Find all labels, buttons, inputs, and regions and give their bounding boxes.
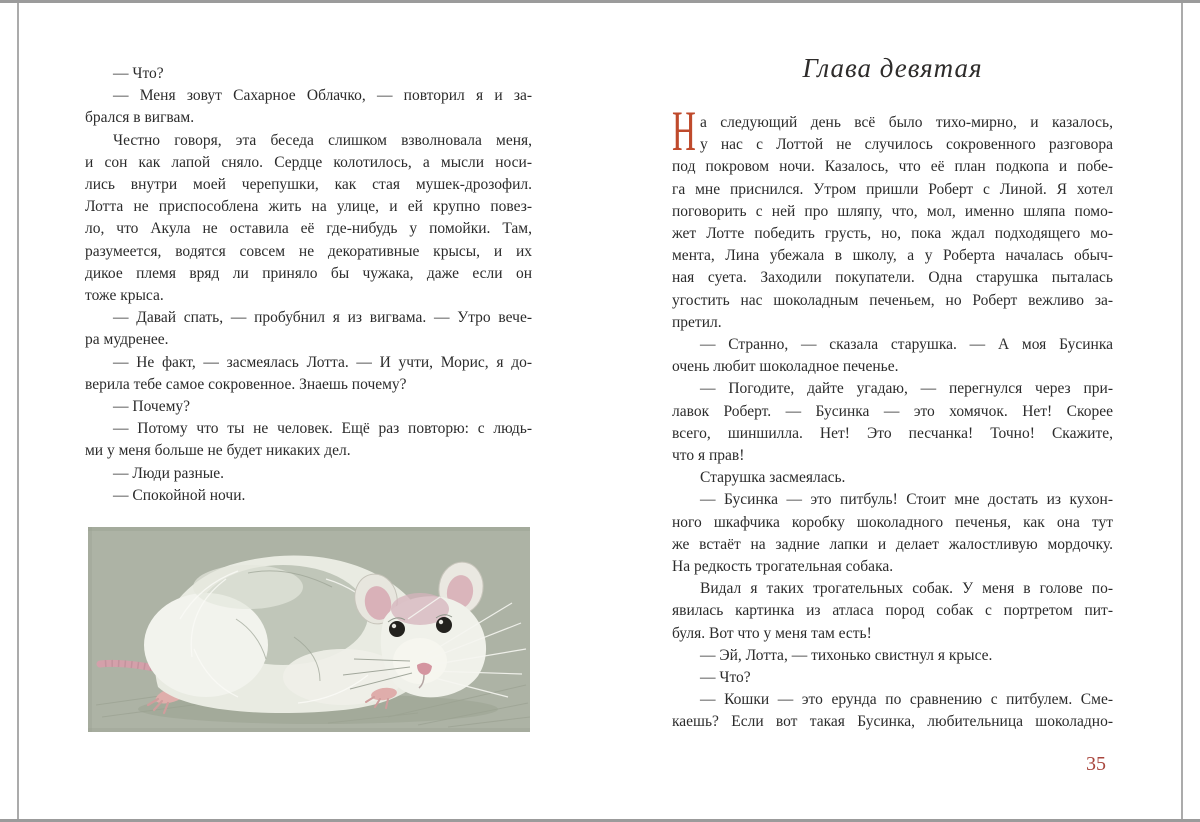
paragraph [85,307,532,351]
text-line: — Потому что ты не человек. Ещё раз повторю: с людь- [113,420,532,438]
text-line: Лотта не приспособлена жить на улице, и ей крупно повез- [85,198,532,216]
text-line: га мне приснился. Утром пришли Роберт с Линой. Я хотел [672,180,1113,198]
text-line: же встаёт на задние лапки и делает жалостливую мордочку. [672,535,1113,553]
scan-frame-top [0,0,1200,3]
paragraph [85,418,532,462]
text-line: верила тебе самое сокровенное. Знаешь почему? [85,375,407,393]
text-line: дикое племя вряд ли приняло бы чужака, даже если он [85,264,532,282]
scan-frame-left [17,3,19,819]
paragraph [672,667,1113,689]
page-number: 35 [1086,753,1106,775]
chapter-heading: Глава девятая [802,53,983,83]
text-line: лись внутри моей черепушки, как стая мушек-дрозофил. [85,176,532,194]
paragraph [672,334,1113,378]
text-line: что я прав! [672,447,745,465]
text-line: — Погодите, дайте угадаю, — перегнулся через при- [700,380,1113,398]
left-page-text [85,63,532,507]
paragraph [672,489,1113,578]
text-line: каешь? Если вот такая Бусинка, любительница шоколадно- [672,713,1113,731]
text-line: претил. [672,313,722,331]
text-line: буля. Вот что у меня там есть! [672,624,872,642]
text-line: тоже крыса. [85,287,164,305]
rat-illustration [88,527,530,732]
text-line: — Что? [700,669,751,687]
text-line: На редкость трогательная собака. [672,558,894,576]
right-page-text [672,112,1113,734]
text-line: лавок Роберт. — Бусинка — это хомячок. Нет! Скорее [672,402,1113,420]
paragraph [672,467,1113,489]
text-line: — Кошки — это ерунда по сравнению с питбулем. Сме- [700,691,1113,709]
text-line: ра мудренее. [85,331,169,349]
text-line: — Что? [113,65,164,82]
text-line: — Давай спать, — пробубнил я из вигвама. — Утро вече- [113,309,532,327]
paragraph [672,112,1113,334]
text-line: угостить нас шоколадным печеньем, но Роберт вежливо за- [672,291,1113,309]
text-line: ного шкафчика коробку шоколадного печенья, как она тут [672,513,1113,531]
text-line: жет Лотте победить грусть, но, пока ждал подходящего мо- [672,225,1113,243]
text-line: под покровом ночи. Казалось, что её план подкопа и побе- [672,158,1113,176]
text-line: всего, шиншилла. Нет! Это песчанка! Точно! Скажите, [672,424,1113,442]
paragraph [85,352,532,396]
text-line: явилась картинка из атласа пород собак с портретом пит- [672,602,1113,620]
text-line: — Почему? [113,398,191,416]
text-line: и сон как лапой сняло. Сердце колотилось, а мысли носи- [85,153,532,171]
scan-frame-right [1181,3,1183,819]
text-line: Честно говоря, эта беседа слишком взволновала меня, [113,131,532,149]
text-line: — Странно, — сказала старушка. — А моя Бусинка [700,336,1113,354]
drop-cap: Н [672,112,696,163]
paragraph [85,85,532,129]
text-line: — Эй, Лотта, — тихонько свистнул я крысе. [700,646,993,664]
text-line: ми у меня больше не будет никаких дел. [85,442,351,460]
text-line: — Бусинка — это питбуль! Стоит мне достать из кухон- [700,491,1113,509]
text-line: Старушка засмеялась. [700,469,846,487]
text-line: очень любит шоколадное печенье. [672,358,899,376]
rat-drawing-svg [88,527,530,732]
text-line: Видал я таких трогательных собак. У меня в голове по- [700,580,1113,598]
paragraph [85,463,532,485]
text-line: — Спокойной ночи. [113,486,246,504]
text-line: — Люди разные. [113,464,224,482]
text-line: разумеется, водятся совсем не декоративные крысы, и их [85,242,532,260]
paragraph [85,130,532,308]
paragraph [672,378,1113,467]
text-line: — Меня зовут Сахарное Облачко, — повторил я и за- [113,87,532,105]
paragraph [672,689,1113,733]
paragraph [85,396,532,418]
text-line: поговорить с ней про шляпу, что, мол, именно шляпа помо- [672,202,1113,220]
text-line: мента, Лина убежала в школу, а у Роберта началась обыч- [672,247,1113,265]
text-line: у нас с Лоттой не случилось сокровенного разговора [700,136,1113,154]
text-line: — Не факт, — засмеялась Лотта. — И учти, Морис, я до- [113,353,532,371]
text-line: ная суета. Заходили покупатели. Одна старушка пыталась [672,269,1113,287]
text-line: а следующий день всё было тихо-мирно, и казалось, [700,114,1113,131]
paragraph [85,485,532,507]
paragraph [85,63,532,85]
text-line: ло, что Акула не оставила её где-нибудь у помойки. Там, [85,220,532,238]
text-line: брался в вигвам. [85,109,195,127]
paragraph [672,645,1113,667]
paragraph [672,578,1113,645]
